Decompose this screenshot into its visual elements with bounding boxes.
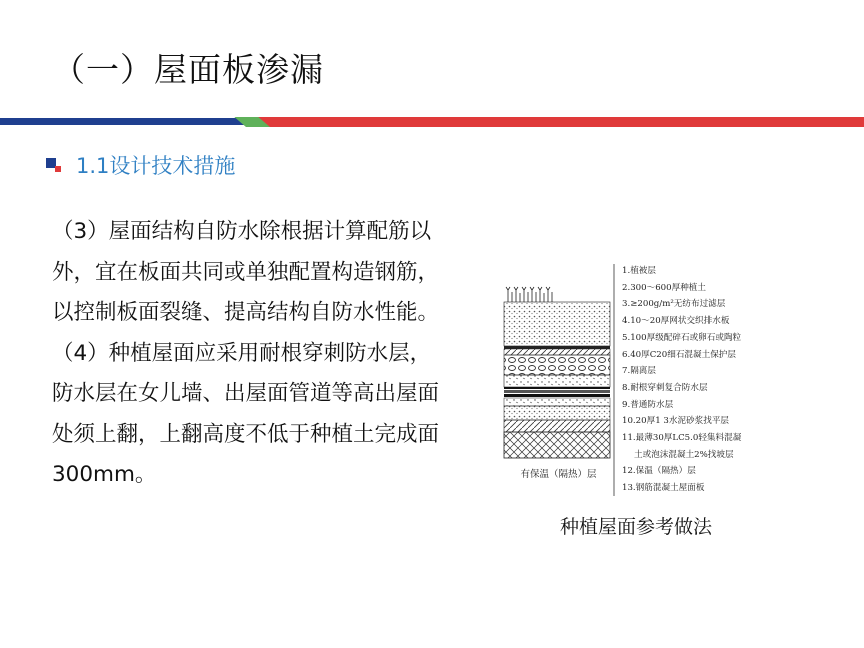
figure-side-label: 有保温（隔热）层 xyxy=(520,469,597,480)
legend-item: 7.隔离层 xyxy=(622,366,656,377)
legend-item: 10.20厚1 3水泥砂浆找平层 xyxy=(622,416,730,427)
section-heading-text: 1.1设计技术措施 xyxy=(76,154,236,178)
legend-item: 2.300～600厚种植土 xyxy=(622,282,706,293)
legend-item: 6.40厚C20细石混凝土保护层 xyxy=(622,349,736,360)
legend-item: 3.≥200g/m²无纺布过滤层 xyxy=(622,299,726,310)
legend-item: 5.100厚级配碎石或卵石或陶粒 xyxy=(622,332,742,343)
paragraph-4: （4）种植屋面应采用耐根穿刺防水层，防水层在女儿墙、出屋面管道等高出屋面处须上翻，上翻高度不低于种植土完成面300mm。 xyxy=(52,340,440,487)
header-stripe xyxy=(0,115,864,127)
figure-caption: 种植屋面参考做法 xyxy=(559,516,712,538)
body-text xyxy=(52,212,444,496)
legend-item: 12.保温（隔热）层 xyxy=(622,466,696,477)
legend-item: 8.耐根穿刺复合防水层 xyxy=(622,382,708,393)
legend-item: 1.植被层 xyxy=(622,266,656,276)
legend-item: 9.普通防水层 xyxy=(622,399,674,410)
legend-item: 4.10～20厚网状交织排水板 xyxy=(622,316,730,327)
legend-item: 13.钢筋混凝土屋面板 xyxy=(622,483,705,494)
slide-title: （一）屋面板渗漏 xyxy=(52,50,324,89)
legend-item: 11.最薄30厚LC5.0轻集料混凝 xyxy=(622,433,742,443)
section-heading xyxy=(46,150,235,180)
legend-item: 土或泡沫混凝土2%找坡层 xyxy=(634,449,734,460)
paragraph-3: （3）屋面结构自防水除根据计算配筋以外，宜在板面共同或单独配置构造钢筋，以控制板面裂缝、提高结构自防水性能。 xyxy=(52,219,440,325)
bullet-icon xyxy=(46,155,66,175)
